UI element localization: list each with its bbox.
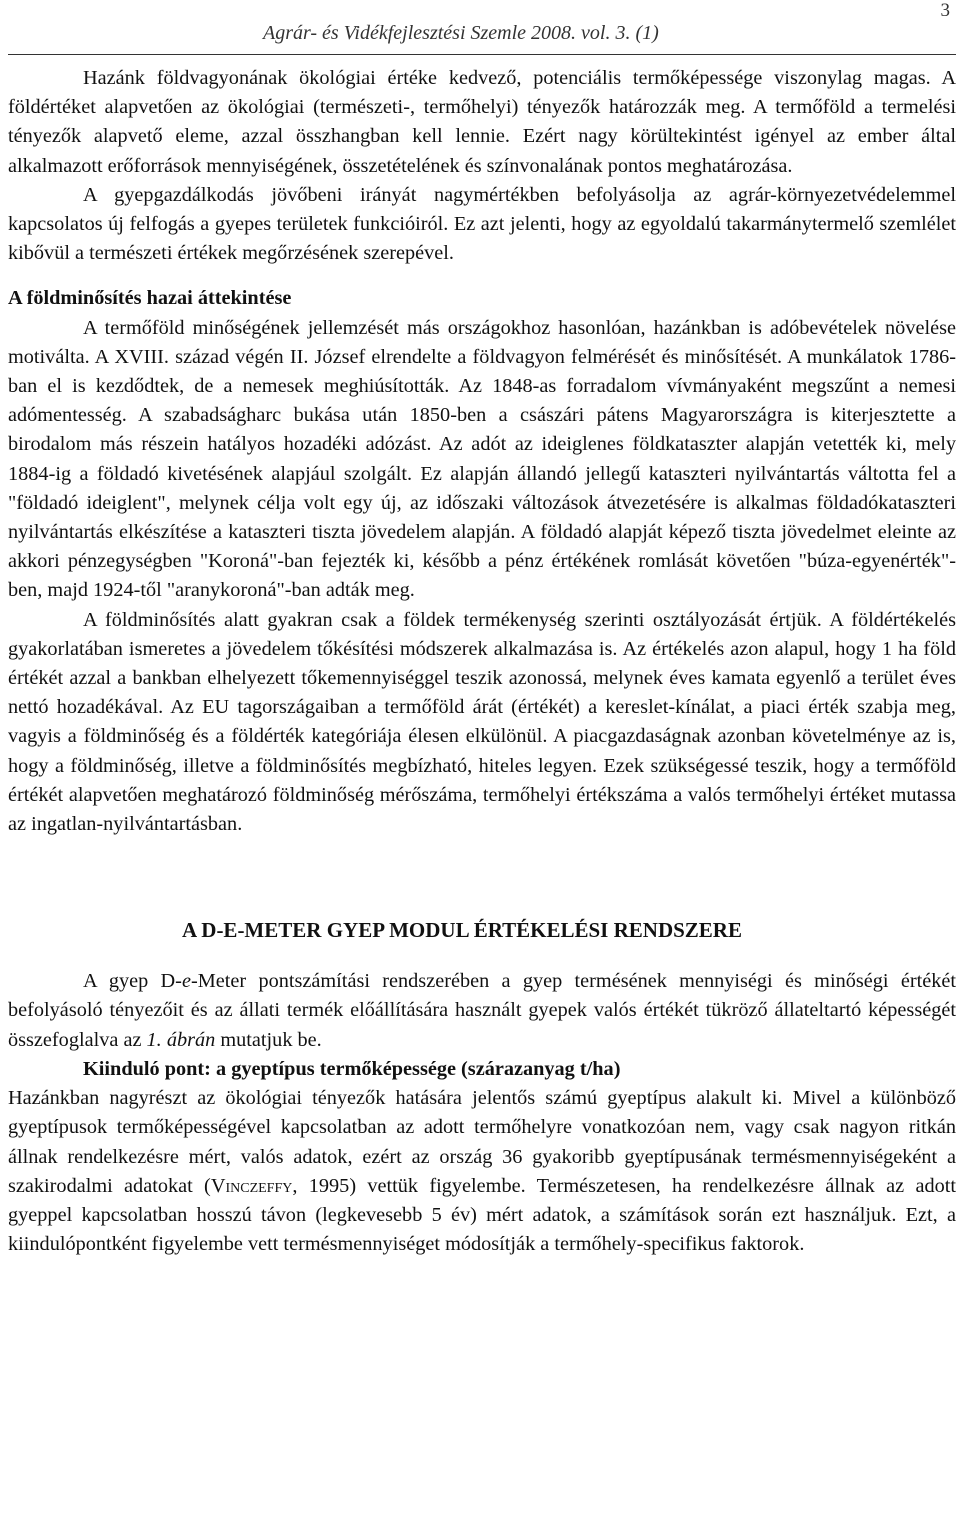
running-header: Agrár- és Vidékfejlesztési Szemle 2008. vol. 3. (1) xyxy=(263,22,659,44)
main-title-demeter: A D-E-METER GYEP MODUL ÉRTÉKELÉSI RENDSZERE xyxy=(182,918,742,943)
text-run: mutatjuk be. xyxy=(215,1028,322,1051)
text-run: , 1995) vettük figyelembe. Természetesen, ha rendelkezésre állnak az adott gyeppel kapcsolatban hosszú távon (legkevesebb 5 év) mért adatok, a számítások során ezt használjuk. Ezt, a kiindulópontként figyelembe vett termésmennyiséget módosítják a termőhely-specifikus faktorok. xyxy=(8,1174,956,1256)
text-run: A gyep D- xyxy=(83,970,182,993)
paragraph-land-valuation: A földminősítés alatt gyakran csak a földek termékenység szerinti osztályozását értjük. A földértékelés gyakorlatában ismeretes a jövedelem tőkésítési módszerek alkalmazása is. Az értékelés azon alapul, hogy 1 ha föld értékét azzal a bankban elhelyezett tőkemennyiséggel teszik azonossá, melynek éves kamata egyenlő a terület éves nettó hozadékával. Az EU tagországaiban a termőföld árát (értékét) a kereslet-kínálat, a piaci érték szabja meg, vagyis a földminőség és a földérték kategóriája élesen elkülönül. A piacgazdaságnak azonban követelménye az is, hogy a földminőség, illetve a földminősítés megbízható, hiteles legyen. Ezek szükségessé teszik, hogy a termőföld értékét alapvetően meghatározó földminőség mérőszáma, termőhelyi értékszáma a valós termőhelyi értéket mutassa az ingatlan-nyilvántartásban. xyxy=(8,608,956,836)
paragraph-land-value: Hazánk földvagyonának ökológiai értéke kedvező, potenciális termőképessége viszonylag magas. A földértéket alapvetően az ökológiai (természeti-, termőhelyi) tényezők határozzák meg. A termőföld a termelési tényezők alapvető eleme, azzal összhangban kell lennie. Ezért nagy körültekintést igényel az ember által alkalmazott erőforrások mennyiségének, összetételének és színvonalának pontos meghatározása. xyxy=(8,67,956,177)
subheading-starting-point: Kiinduló pont: a gyeptípus termőképessége (szárazanyag t/ha) xyxy=(83,1057,621,1080)
text-run: Hazánkban nagyrészt az ökológiai tényezők hatására jelentős számú gyeptípus alakult ki. Mivel a különböző gyeptípusok termőképességével kapcsolatban az adott termőhelyre vonatkozóan nem, vagy csak nagyon ritkán állnak rendelkezésre mért, valós adatok, ezért az ország 36 gyakoribb gyeptípusának termésmennyiségeként a szakirodalmi adatokat (V xyxy=(8,1087,956,1197)
author-citation: inczeffy xyxy=(225,1174,293,1197)
article-body xyxy=(8,64,956,1259)
text-run: -Meter pontszámítási rendszerében a gyep termésének mennyiségi és minőségi értékét befolyásoló tényezőit és az állati termék előállítására használt gyepek valós értékét tükröző állateltartó képességét összefoglalva az xyxy=(8,970,956,1051)
section-title-land-classification: A földminősítés hazai áttekintése xyxy=(8,287,292,310)
paragraph-grassland-management: A gyepgazdálkodás jövőbeni irányát nagymértékben befolyásolja az agrár-környezetvédelemmel kapcsolatos új felfogás a gyepes területek funkcióiról. Ez azt jelenti, hogy az egyoldalú takarmánytermelő szemlélet kibővül a természeti értékek megőrzésének szerepével. xyxy=(8,183,956,265)
page-number: 3 xyxy=(940,0,950,21)
text-run-italic: e xyxy=(181,970,191,993)
paragraph-scoring-system xyxy=(8,967,956,1055)
figure-reference: 1. ábrán xyxy=(146,1028,216,1051)
header-divider xyxy=(8,54,956,55)
paragraph-history: A termőföld minőségének jellemzését más országokhoz hasonlóan, hazánkban is adóbevételek növelése motiválta. A XVIII. század végén II. József elrendelte a földvagyon felmérését és minősítését. A munkálatok 1786-ban el is kezdődtek, de a nemesek meghiúsították. Az 1848-as forradalom vívmányaként megszűnt a nemesi adómentesség. A szabadságharc bukása után 1850-ben a császári pátens Magyarországra is kiterjesztette a birodalom más részein hatályos hozadéki adózást. Az adót az ideiglenes földkataszter alapján vetették ki, mely 1884-ig a földadó kivetésének alapjául szolgált. Ez alapján állandó jellegű kataszteri nyilvántartás váltotta fel a "földadó ideiglent", melynek célja volt egy új, az időszaki változások átvezetésére is alkalmas földadókataszteri nyilvántartás elkészítése a kataszteri tiszta jövedelem alapján. A földadó alapját képező tiszta jövedelmet eleinte az akkori pénzegységben "Koroná"-ban fejezték ki, később a pénz értékének romlását követően "búza-egyenérték"-ben, majd 1924-től "aranykoroná"-ban adták meg. xyxy=(8,316,956,602)
paragraph-grassland-types xyxy=(8,1084,956,1259)
